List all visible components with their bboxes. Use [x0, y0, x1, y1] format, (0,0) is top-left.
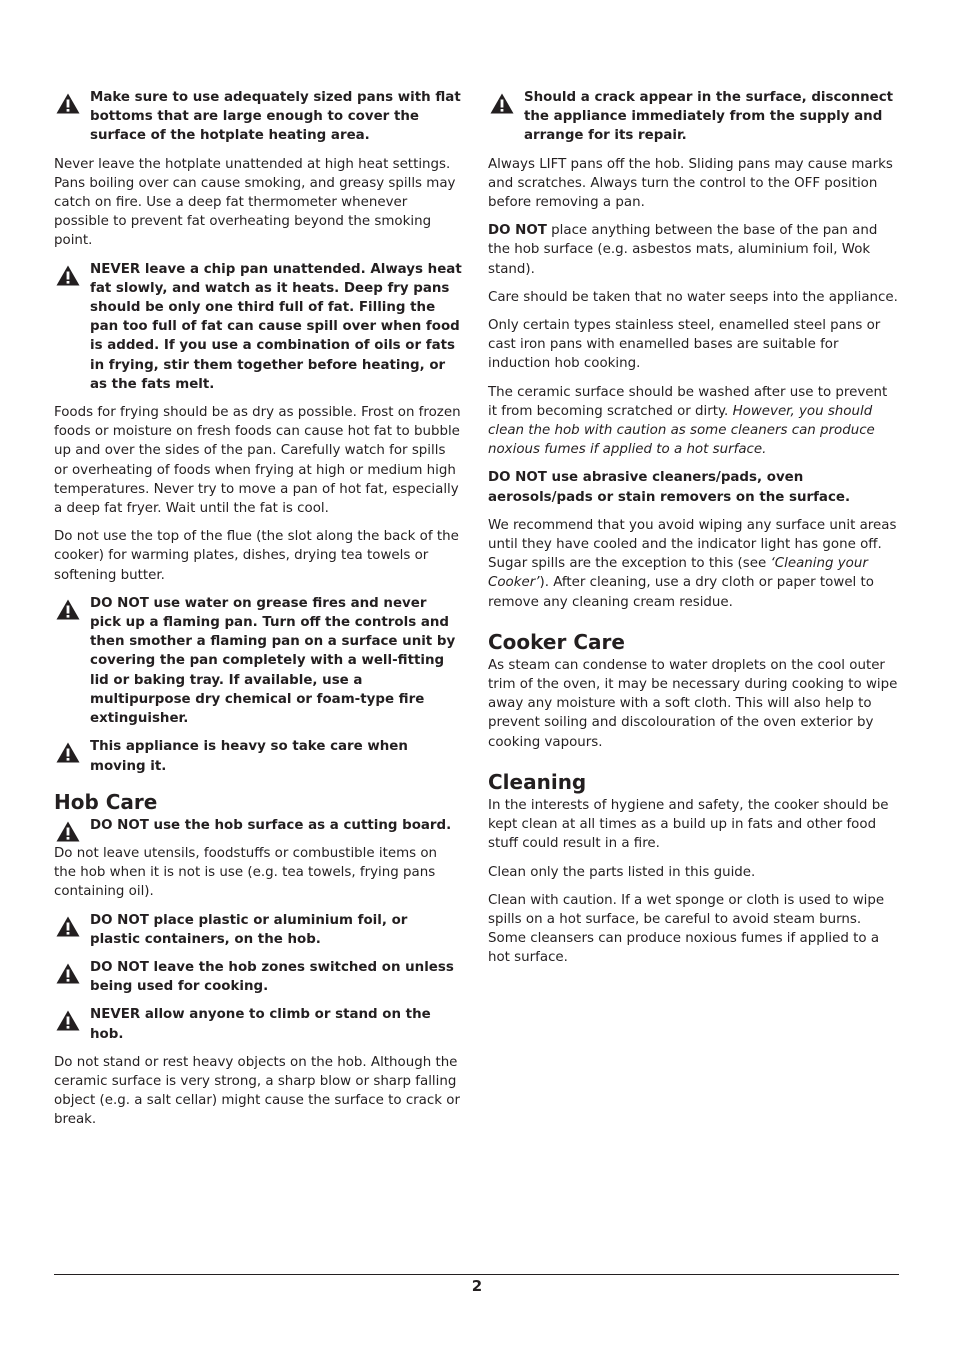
paragraph-text: ). After cleaning, use a dry cloth or paper towel to remove any cleaning cream residue.	[488, 575, 874, 610]
warning-chip-pan	[54, 260, 462, 394]
warning-grease-fires	[54, 594, 462, 728]
warning-triangle-icon	[56, 599, 80, 620]
paragraph-steam-condense: As steam can condense to water droplets on the cool outer trim of the oven, it may be necessary during cooking to wipe away any moisture with a soft cloth. This will also help to prevent soiling and discolouration of the oven exterior by cooking vapours.	[488, 657, 898, 750]
warning-climb-stand	[54, 1005, 462, 1043]
warning-triangle-icon	[56, 93, 80, 114]
emphasis-do-not: DO NOT	[488, 223, 547, 239]
heading-hob-care: Hob Care	[54, 789, 158, 814]
warning-text: NEVER leave a chip pan unattended. Always heat fat slowly, and watch as it heats. Deep fry pans should be only one third full of fat. Filling the pan too full of fat can cause spill over when food is added. If you use a combination of oils or fats in frying, stir them together before heating, or as the fats melt.	[90, 261, 462, 392]
warning-heavy-appliance	[54, 737, 462, 775]
warning-triangle-icon	[56, 963, 80, 984]
warning-adequate-pans	[54, 88, 462, 146]
paragraph-pan-types: Only certain types stainless steel, enamelled steel pans or cast iron pans with enamelled bases are suitable for induction hob cooking.	[488, 318, 881, 372]
paragraph-clean-only-parts: Clean only the parts listed in this guide.	[488, 864, 756, 880]
warning-triangle-icon	[490, 93, 514, 114]
warning-triangle-icon	[56, 916, 80, 937]
paragraph-nothing-between	[488, 221, 900, 279]
paragraph-heavy-objects: Do not stand or rest heavy objects on the hob. Although the ceramic surface is very strong, a sharp blow or sharp falling object (e.g. a salt cellar) might cause the surface to crack or break.	[54, 1054, 460, 1128]
paragraph-flue: Do not use the top of the flue (the slot along the back of the cooker) for warming plates, dishes, drying tea towels or softening butter.	[54, 529, 459, 583]
paragraph-hygiene: In the interests of hygiene and safety, the cooker should be kept clean at all times as a build up in fats and other food stuff could result in a fire.	[488, 797, 889, 852]
emphasis-text: DO NOT use abrasive cleaners/pads, oven aerosols/pads or stain removers on the surface.	[488, 470, 851, 505]
warning-text: DO NOT place plastic or aluminium foil, or plastic containers, on the hob.	[90, 912, 408, 947]
warning-text: DO NOT leave the hob zones switched on unless being used for cooking.	[90, 959, 454, 995]
warning-text: NEVER allow anyone to climb or stand on the hob.	[90, 1007, 431, 1042]
paragraph-text: place anything between the base of the pan and the hob surface (e.g. asbestos mats, aluminium foil, Wok stand).	[488, 223, 878, 277]
paragraph-lift-pans: Always LIFT pans off the hob. Sliding pans may cause marks and scratches. Always turn the control to the OFF position before removing a pan.	[488, 156, 893, 211]
warning-triangle-icon	[56, 821, 80, 842]
heading-cooker-care: Cooker Care	[488, 629, 625, 654]
paragraph-water-seeps: Care should be taken that no water seeps into the appliance.	[488, 289, 898, 305]
warning-text: Should a crack appear in the surface, disconnect the appliance immediately from the supply and arrange for its repair.	[524, 90, 894, 144]
warning-cutting-board	[54, 816, 462, 835]
paragraph-wiping	[488, 516, 900, 612]
paragraph-clean-caution: Clean with caution. If a wet sponge or cloth is used to wipe spills on a hot surface, be careful to avoid steam burns. Some cleansers can produce noxious fumes if applied to a hot surface.	[488, 892, 885, 966]
footer-divider	[54, 1274, 899, 1275]
cross-reference: ‘Cleaning your Cooker’	[488, 556, 868, 591]
warning-zones-switched-on	[54, 958, 462, 996]
paragraph-italic-text: However, you should clean the hob with caution as some cleaners can produce noxious fumes if applied to a hot surface.	[488, 403, 875, 458]
warning-text: DO NOT use water on grease fires and never pick up a flaming pan. Turn off the controls and then smother a flaming pan on a surface unit by covering the pan completely with a well-fitting lid or baking tray. If available, use a multipurpose dry chemical or foam-type fire extinguisher.	[90, 595, 456, 727]
warning-crack-surface	[488, 88, 900, 146]
paragraph-text: We recommend that you avoid wiping any surface unit areas until they have cooled and the indicator light has gone off. Sugar spills are the exception to this (see	[488, 517, 897, 572]
warning-triangle-icon	[56, 265, 80, 286]
warning-plastic-foil	[54, 911, 462, 949]
warning-text: This appliance is heavy so take care when moving it.	[90, 739, 408, 774]
heading-cleaning: Cleaning	[488, 769, 587, 794]
paragraph-hotplate-unattended: Never leave the hotplate unattended at high heat settings. Pans boiling over can cause smoking, and greasy spills may catch on fire. Use a deep fat thermometer whenever possible to prevent fat overheating beyond the smoking point.	[54, 156, 456, 249]
left-column	[54, 88, 462, 1139]
paragraph-frying-dry: Foods for frying should be as dry as possible. Frost on frozen foods or moisture on fresh foods can cause hot fat to bubble up and over the sides of the pan. Carefully watch for spills or overheating of foods when frying at high or medium high temperatures. Never try to move a pan of hot fat, especially a deep fat fryer. Wait until the fat is cool.	[54, 405, 461, 517]
warning-text: DO NOT use the hob surface as a cutting board.	[90, 817, 452, 833]
right-column	[488, 88, 900, 977]
warning-text: Make sure to use adequately sized pans with flat bottoms that are large enough to cover the surface of the hotplate heating area.	[90, 90, 461, 144]
paragraph-utensils: Do not leave utensils, foodstuffs or combustible items on the hob when it is not is use (e.g. tea towels, frying pans containing oil).	[54, 845, 438, 900]
warning-triangle-icon	[56, 742, 80, 763]
paragraph-text: The ceramic surface should be washed after use to prevent it from becoming scratched or dirty.	[488, 384, 888, 419]
page-number: 2	[471, 1277, 483, 1295]
paragraph-ceramic-washed	[488, 383, 900, 460]
warning-triangle-icon	[56, 1010, 80, 1031]
paragraph-abrasive-cleaners	[488, 468, 900, 506]
